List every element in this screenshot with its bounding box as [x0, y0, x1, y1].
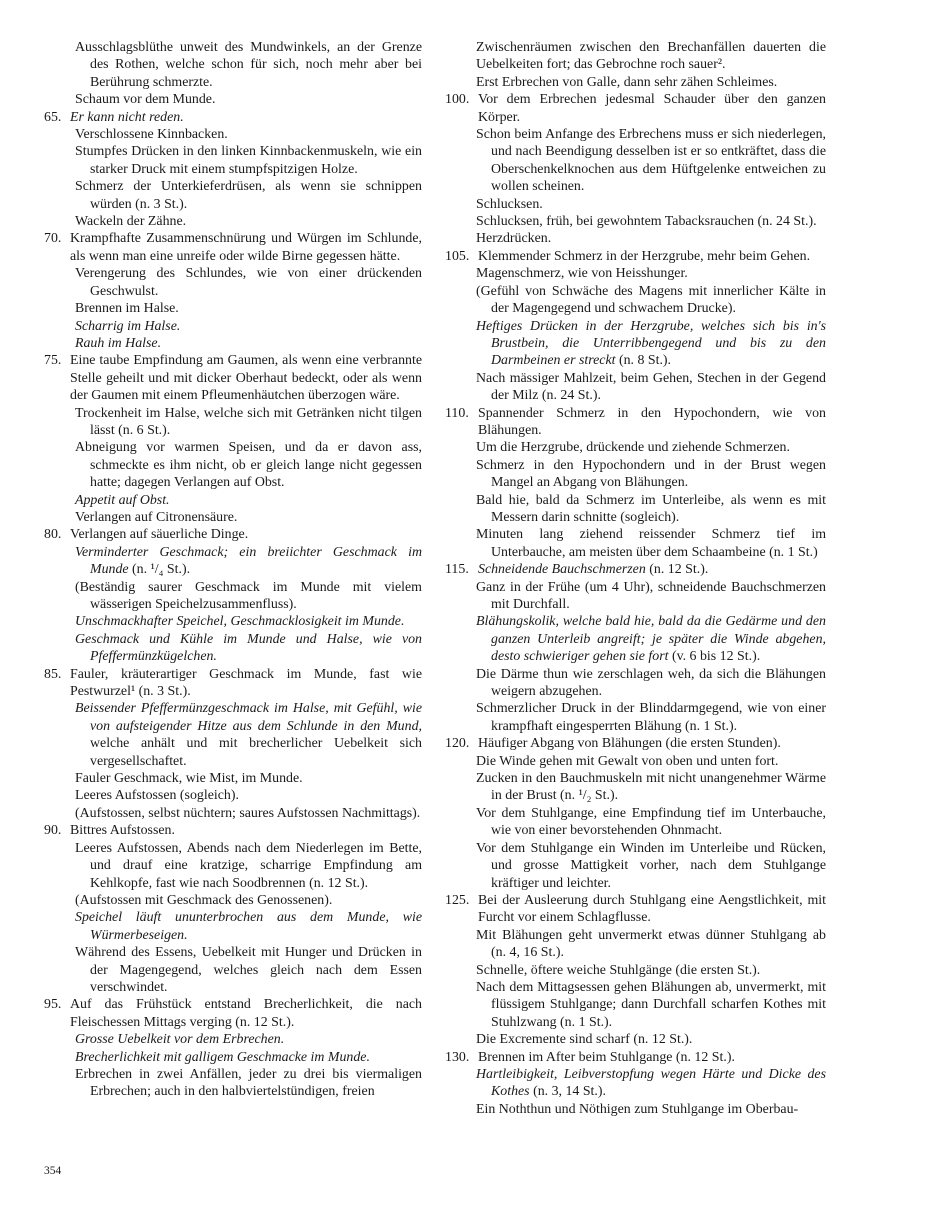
symptom-text: Geschmack und Kühle im Munde und Halse, wie von Pfeffermünzkügelchen.	[75, 631, 422, 665]
symptom-entry	[44, 91, 422, 108]
symptom-entry	[44, 318, 422, 335]
symptom-entry-numbered	[44, 526, 422, 543]
symptom-text: Schneidende Bauchschmerzen	[478, 562, 646, 578]
symptom-text: Schaum vor dem Munde.	[75, 92, 216, 108]
symptom-entry	[445, 666, 826, 701]
symptom-entry	[44, 805, 422, 822]
symptom-text: Ein Noththun und Nöthigen zum Stuhlgange im Oberbau-	[476, 1101, 799, 1117]
symptom-number: 80.	[44, 527, 62, 543]
symptom-tail: (n. ¹/₄ St.).	[128, 562, 191, 578]
symptom-entry	[44, 1066, 422, 1101]
symptom-text: Die Winde gehen mit Gewalt von oben und unten fort.	[476, 753, 779, 769]
symptom-text: Fauler Geschmack, wie Mist, im Munde.	[75, 771, 303, 787]
symptom-text: Rauh im Halse.	[75, 335, 162, 351]
symptom-text: Scharrig im Halse.	[75, 318, 181, 334]
symptom-text: Die Därme thun wie zerschlagen weh, da sich die Blähungen weigern abzugehen.	[476, 666, 826, 700]
symptom-entry-numbered	[445, 561, 826, 578]
symptom-entry	[445, 753, 826, 770]
symptom-entry-numbered	[445, 405, 826, 440]
symptom-entry	[445, 770, 826, 805]
symptom-number: 70.	[44, 231, 62, 247]
symptom-entry-numbered	[44, 109, 422, 126]
symptom-text: Heftiges Drücken in der Herzgrube, welches sich bis in's Brustbein, die Unterribbengegend und bis zu den Darmbeinen er streckt	[476, 318, 826, 369]
symptom-text: Leeres Aufstossen (sogleich).	[75, 788, 239, 804]
symptom-number: 110.	[445, 405, 469, 421]
symptom-text: Erbrechen in zwei Anfällen, jeder zu drei bis viermaligen Erbrechen; auch in den halbviertelstündigen, freien	[75, 1066, 422, 1100]
symptom-entry	[445, 805, 826, 840]
symptom-number: 105.	[445, 248, 470, 264]
symptom-entry	[445, 979, 826, 1031]
symptom-entry	[445, 927, 826, 962]
symptom-text: Schmerz in den Hypochondern und in der Brust wegen Mangel an Abgang von Blähungen.	[476, 457, 826, 491]
symptom-entry-numbered	[44, 996, 422, 1031]
symptom-text: Schmerzlicher Druck in der Blinddarmgegend, wie von einer krampfhaft eingesperrten Blähung (n. 1 St.).	[476, 701, 826, 734]
symptom-entry	[445, 74, 826, 91]
symptom-tail: (n. 3, 14 St.).	[529, 1084, 606, 1100]
symptom-tail: (n. 8 St.).	[615, 353, 672, 369]
symptom-text: Wackeln der Zähne.	[75, 214, 187, 230]
symptom-text: Eine taube Empfindung am Gaumen, als wenn eine verbrannte Stelle geheilt und mit dicker Oberhaut bedeckt, oder als wenn der Gaumen mit einem Pfleumenhäutchen überzogen wäre.	[70, 353, 422, 404]
symptom-entry	[445, 526, 826, 561]
symptom-text: Häufiger Abgang von Blähungen (die ersten Stunden).	[478, 736, 781, 752]
symptom-text: Schlucksen, früh, bei gewohntem Tabacksrauchen (n. 24 St.).	[476, 214, 817, 230]
symptom-entry	[445, 318, 826, 370]
symptom-entry-numbered	[44, 822, 422, 839]
symptom-entry	[44, 909, 422, 944]
symptom-entry	[44, 143, 422, 178]
symptom-text: (Aufstossen, selbst nüchtern; saures Aufstossen Nachmittags).	[75, 805, 421, 821]
symptom-entry	[445, 457, 826, 492]
symptom-number: 120.	[445, 736, 470, 752]
symptom-text: Verengerung des Schlundes, wie von einer drückenden Geschwulst.	[75, 266, 422, 299]
symptom-text: Vor dem Stuhlgange ein Winden im Unterleibe und Rücken, und grosse Mattigkeit vorher, nach dem Stuhlgange kräftiger und leichter.	[476, 840, 826, 891]
symptom-entry	[445, 962, 826, 979]
symptom-entry	[445, 283, 826, 318]
symptom-entry-numbered	[44, 666, 422, 701]
symptom-text: Leeres Aufstossen, Abends nach dem Niederlegen im Bette, und drauf eine kratzige, scharrige Empfindung am Kehlkopfe, fast wie nach Soodbrennen (n. 12 St.).	[75, 840, 422, 891]
symptom-text: Bei der Ausleerung durch Stuhlgang eine Aengstlichkeit, mit Furcht vor einem Schlagflusse.	[478, 892, 826, 926]
symptom-text: Schnelle, öftere weiche Stuhlgänge (die ersten St.).	[476, 962, 761, 978]
symptom-entry	[445, 230, 826, 247]
symptom-number: 95.	[44, 997, 62, 1013]
symptom-number: 115.	[445, 562, 469, 578]
symptom-text: Verlangen auf Citronensäure.	[75, 509, 238, 525]
symptom-text: Magenschmerz, wie von Heisshunger.	[476, 266, 688, 282]
symptom-text: Stumpfes Drücken in den linken Kinnbackenmuskeln, wie ein starker Druck mit einem stumpfspitzigen Holze.	[75, 144, 422, 177]
right-column	[445, 39, 826, 1118]
symptom-entry	[445, 613, 826, 665]
symptom-text: Verschlossene Kinnbacken.	[75, 127, 228, 143]
symptom-number: 85.	[44, 666, 62, 682]
symptom-text: Er kann nicht reden.	[70, 109, 184, 125]
symptom-text: Trockenheit im Halse, welche sich mit Getränken nicht tilgen lässt (n. 6 St.).	[75, 405, 422, 438]
symptom-text: Herzdrücken.	[476, 231, 552, 247]
symptom-entry	[445, 1031, 826, 1048]
symptom-text: Auf das Frühstück entstand Brecherlichkeit, die nach Fleischessen Mittags verging (n. 12 St.).	[70, 997, 422, 1030]
symptom-entry	[44, 405, 422, 440]
symptom-entry-numbered	[445, 892, 826, 927]
symptom-entry	[44, 613, 422, 630]
symptom-text: Bittres Aufstossen.	[70, 823, 175, 839]
left-column	[44, 39, 422, 1101]
symptom-tail: welche anhält und mit brecherlicher Uebelkeit sich vergesellschaftet.	[90, 736, 422, 769]
symptom-text: Unschmackhafter Speichel, Geschmacklosigkeit im Munde.	[75, 614, 405, 630]
symptom-tail: (v. 6 bis 12 St.).	[668, 649, 761, 665]
symptom-entry	[44, 509, 422, 526]
symptom-text: Vor dem Erbrechen jedesmal Schauder über den ganzen Körper.	[478, 92, 826, 125]
symptom-number: 75.	[44, 353, 62, 369]
symptom-text: Ausschlagsblüthe unweit des Mundwinkels, an der Grenze des Rothen, welche schon für sich, noch mehr aber bei Berührung schmerzte.	[75, 40, 422, 90]
symptom-entry	[445, 126, 826, 196]
symptom-text: Bald hie, bald da Schmerz im Unterleibe, als wenn es mit Messern darin schnitte (sogleich).	[476, 492, 826, 525]
symptom-entry	[445, 492, 826, 527]
symptom-entry	[445, 439, 826, 456]
symptom-entry	[445, 213, 826, 230]
symptom-entry-numbered	[445, 248, 826, 265]
symptom-entry	[44, 700, 422, 770]
page-number: 354	[44, 1165, 62, 1177]
symptom-text: Krampfhafte Zusammenschnürung und Würgen im Schlunde, als wenn man eine unreife oder wilde Birne gegessen hätte.	[70, 231, 422, 264]
symptom-entry	[44, 579, 422, 614]
symptom-text: Erst Erbrechen von Galle, dann sehr zähen Schleimes.	[476, 74, 778, 90]
symptom-text: Fauler, kräuterartiger Geschmack im Munde, fast wie Pestwurzel¹ (n. 3 St.).	[70, 666, 422, 700]
symptom-number: 100.	[445, 92, 470, 108]
symptom-text: Zwischenräumen zwischen den Brechanfällen dauerten die Uebelkeiten fort; das Gebrochne roch sauer².	[476, 40, 826, 73]
symptom-text: (Aufstossen mit Geschmack des Genossenen).	[75, 892, 333, 908]
symptom-entry-numbered	[445, 1049, 826, 1066]
symptom-text: Schmerz der Unterkieferdrüsen, als wenn sie schnippen würden (n. 3 St.).	[75, 179, 422, 212]
symptom-text: Brennen im Halse.	[75, 301, 179, 317]
symptom-number: 65.	[44, 109, 62, 125]
symptom-entry	[445, 196, 826, 213]
symptom-entry	[44, 439, 422, 491]
symptom-entry	[44, 631, 422, 666]
symptom-text: Appetit auf Obst.	[75, 492, 170, 508]
symptom-entry	[44, 126, 422, 143]
symptom-text: Klemmender Schmerz in der Herzgrube, mehr beim Gehen.	[478, 248, 811, 264]
symptom-entry	[44, 944, 422, 996]
symptom-text: Um die Herzgrube, drückende und ziehende Schmerzen.	[476, 440, 790, 456]
symptom-text: Grosse Uebelkeit vor dem Erbrechen.	[75, 1032, 285, 1048]
symptom-entry	[445, 840, 826, 892]
symptom-entry	[445, 1101, 826, 1118]
symptom-entry	[445, 265, 826, 282]
symptom-entry	[445, 39, 826, 74]
symptom-text: Die Excremente sind scharf (n. 12 St.).	[476, 1032, 693, 1048]
symptom-entry	[44, 840, 422, 892]
symptom-text: (Gefühl von Schwäche des Magens mit innerlicher Kälte in der Magengegend und schwachem Drucke).	[476, 283, 826, 317]
symptom-number: 130.	[445, 1049, 470, 1065]
symptom-text: Speichel läuft ununterbrochen aus dem Munde, wie Würmerbeseigen.	[75, 910, 422, 943]
symptom-entry	[44, 213, 422, 230]
symptom-entry-numbered	[44, 352, 422, 404]
symptom-entry	[44, 335, 422, 352]
symptom-entry	[445, 1066, 826, 1101]
symptom-text: Ganz in der Frühe (um 4 Uhr), schneidende Bauchschmerzen mit Durchfall.	[476, 579, 826, 612]
symptom-entry	[445, 700, 826, 735]
symptom-text: Verlangen auf säuerliche Dinge.	[70, 527, 249, 543]
symptom-entry	[44, 1049, 422, 1066]
symptom-entry-numbered	[445, 735, 826, 752]
symptom-entry	[44, 39, 422, 91]
symptom-text: (Beständig saurer Geschmack im Munde mit vielem wässerigen Speichelzusammenfluss).	[75, 579, 422, 612]
symptom-entry-numbered	[445, 91, 826, 126]
symptom-entry	[445, 370, 826, 405]
symptom-entry	[44, 265, 422, 300]
symptom-text: Nach mässiger Mahlzeit, beim Gehen, Stechen in der Gegend der Milz (n. 24 St.).	[476, 370, 826, 404]
symptom-text: Verminderter Geschmack; ein breiichter Geschmack im Munde	[75, 544, 422, 578]
symptom-entry	[44, 770, 422, 787]
symptom-number: 125.	[445, 892, 470, 908]
symptom-tail: (n. 12 St.).	[645, 562, 709, 578]
symptom-entry	[44, 787, 422, 804]
symptom-text: Zucken in den Bauchmuskeln mit nicht unangenehmer Wärme in der Brust (n. ¹/₂ St.).	[476, 771, 826, 804]
symptom-entry	[44, 178, 422, 213]
symptom-text: Mit Blähungen geht unvermerkt etwas dünner Stuhlgang ab (n. 4, 16 St.).	[476, 927, 826, 961]
symptom-text: Beissender Pfeffermünzgeschmack im Halse, mit Gefühl, wie von aufsteigender Hitze aus dem Schlunde in den Mund,	[75, 701, 422, 734]
symptom-text: Nach dem Mittagsessen gehen Blähungen ab, unvermerkt, mit flüssigem Stuhlgange; dann Durchfall scharfen Kothes mit Stuhlzwang (n. 1 St.).	[476, 979, 826, 1030]
symptom-entry	[44, 300, 422, 317]
symptom-text: Brecherlichkeit mit galligem Geschmacke im Munde.	[75, 1049, 370, 1065]
symptom-text: Schlucksen.	[476, 196, 543, 212]
symptom-text: Schon beim Anfange des Erbrechens muss er sich niederlegen, und nach Beendigung desselben ist er so entkräftet, dass die Oberschenkelknochen aus dem Hüftgelenke entweichen zu wollen scheinen.	[476, 127, 826, 195]
symptom-text: Vor dem Stuhlgange, eine Empfindung tief im Unterbauche, wie von einer bevorstehenden Ohnmacht.	[476, 805, 826, 839]
symptom-entry	[44, 544, 422, 579]
symptom-entry	[44, 892, 422, 909]
symptom-text: Blähungskolik, welche bald hie, bald da die Gedärme und den ganzen Unterleib angreift; je später die Winde abgehen, desto schwieriger gehen sie fort	[476, 614, 826, 665]
symptom-entry	[44, 1031, 422, 1048]
symptom-text: Minuten lang ziehend reissender Schmerz tief im Unterbauche, am meisten über dem Schaambeine (n. 1 St.)	[476, 527, 826, 560]
symptom-number: 90.	[44, 823, 62, 839]
symptom-entry	[445, 579, 826, 614]
symptom-text: Spannender Schmerz in den Hypochondern, wie von Blähungen.	[478, 405, 826, 438]
symptom-text: Abneigung vor warmen Speisen, und da er davon ass, schmeckte es ihm nicht, ob er gleich lange nicht gegessen hatte; dagegen Verlangen auf Obst.	[75, 440, 422, 491]
symptom-text: Während des Essens, Uebelkeit mit Hunger und Drücken in der Magengegend, welches gleich nach dem Essen verschwindet.	[75, 945, 422, 995]
symptom-entry-numbered	[44, 230, 422, 265]
symptom-text: Hartleibigkeit, Leibverstopfung wegen Härte und Dicke des Kothes	[476, 1066, 826, 1100]
symptom-entry	[44, 492, 422, 509]
symptom-text: Brennen im After beim Stuhlgange (n. 12 St.).	[478, 1049, 735, 1065]
